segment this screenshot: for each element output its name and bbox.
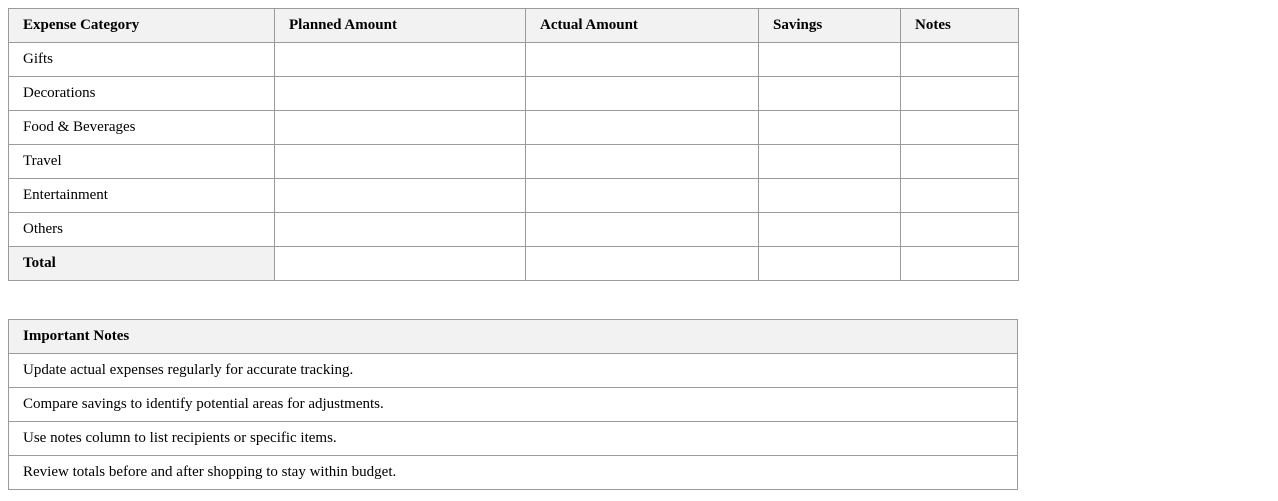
planned-amount-cell[interactable] [275, 111, 526, 145]
total-planned-cell[interactable] [275, 247, 526, 281]
savings-cell[interactable] [759, 111, 901, 145]
header-savings: Savings [759, 9, 901, 43]
total-savings-cell[interactable] [759, 247, 901, 281]
note-text: Review totals before and after shopping to stay within budget. [9, 456, 1018, 490]
category-cell: Entertainment [9, 179, 275, 213]
table-row [9, 111, 1019, 145]
important-notes-table [8, 319, 1018, 490]
list-item [9, 388, 1018, 422]
note-text: Update actual expenses regularly for accurate tracking. [9, 354, 1018, 388]
actual-amount-cell[interactable] [526, 111, 759, 145]
header-planned-amount: Planned Amount [275, 9, 526, 43]
planned-amount-cell[interactable] [275, 77, 526, 111]
savings-cell[interactable] [759, 213, 901, 247]
category-cell: Others [9, 213, 275, 247]
actual-amount-cell[interactable] [526, 213, 759, 247]
total-actual-cell[interactable] [526, 247, 759, 281]
table-row [9, 213, 1019, 247]
table-row [9, 77, 1019, 111]
table-row [9, 43, 1019, 77]
planned-amount-cell[interactable] [275, 213, 526, 247]
actual-amount-cell[interactable] [526, 43, 759, 77]
actual-amount-cell[interactable] [526, 77, 759, 111]
notes-cell[interactable] [901, 77, 1019, 111]
total-notes-cell[interactable] [901, 247, 1019, 281]
notes-header: Important Notes [9, 320, 1018, 354]
expense-budget-table [8, 8, 1019, 281]
notes-cell[interactable] [901, 145, 1019, 179]
note-text: Use notes column to list recipients or specific items. [9, 422, 1018, 456]
notes-cell[interactable] [901, 179, 1019, 213]
planned-amount-cell[interactable] [275, 179, 526, 213]
list-item [9, 456, 1018, 490]
planned-amount-cell[interactable] [275, 145, 526, 179]
table-header-row [9, 9, 1019, 43]
category-cell: Food & Beverages [9, 111, 275, 145]
category-cell: Gifts [9, 43, 275, 77]
category-cell: Decorations [9, 77, 275, 111]
list-item [9, 422, 1018, 456]
notes-cell[interactable] [901, 43, 1019, 77]
category-cell: Travel [9, 145, 275, 179]
total-label: Total [9, 247, 275, 281]
note-text: Compare savings to identify potential areas for adjustments. [9, 388, 1018, 422]
planned-amount-cell[interactable] [275, 43, 526, 77]
total-row [9, 247, 1019, 281]
notes-cell[interactable] [901, 213, 1019, 247]
savings-cell[interactable] [759, 145, 901, 179]
notes-cell[interactable] [901, 111, 1019, 145]
savings-cell[interactable] [759, 43, 901, 77]
savings-cell[interactable] [759, 77, 901, 111]
table-row [9, 179, 1019, 213]
actual-amount-cell[interactable] [526, 145, 759, 179]
header-actual-amount: Actual Amount [526, 9, 759, 43]
header-notes: Notes [901, 9, 1019, 43]
notes-header-row [9, 320, 1018, 354]
actual-amount-cell[interactable] [526, 179, 759, 213]
table-row [9, 145, 1019, 179]
header-expense-category: Expense Category [9, 9, 275, 43]
list-item [9, 354, 1018, 388]
savings-cell[interactable] [759, 179, 901, 213]
